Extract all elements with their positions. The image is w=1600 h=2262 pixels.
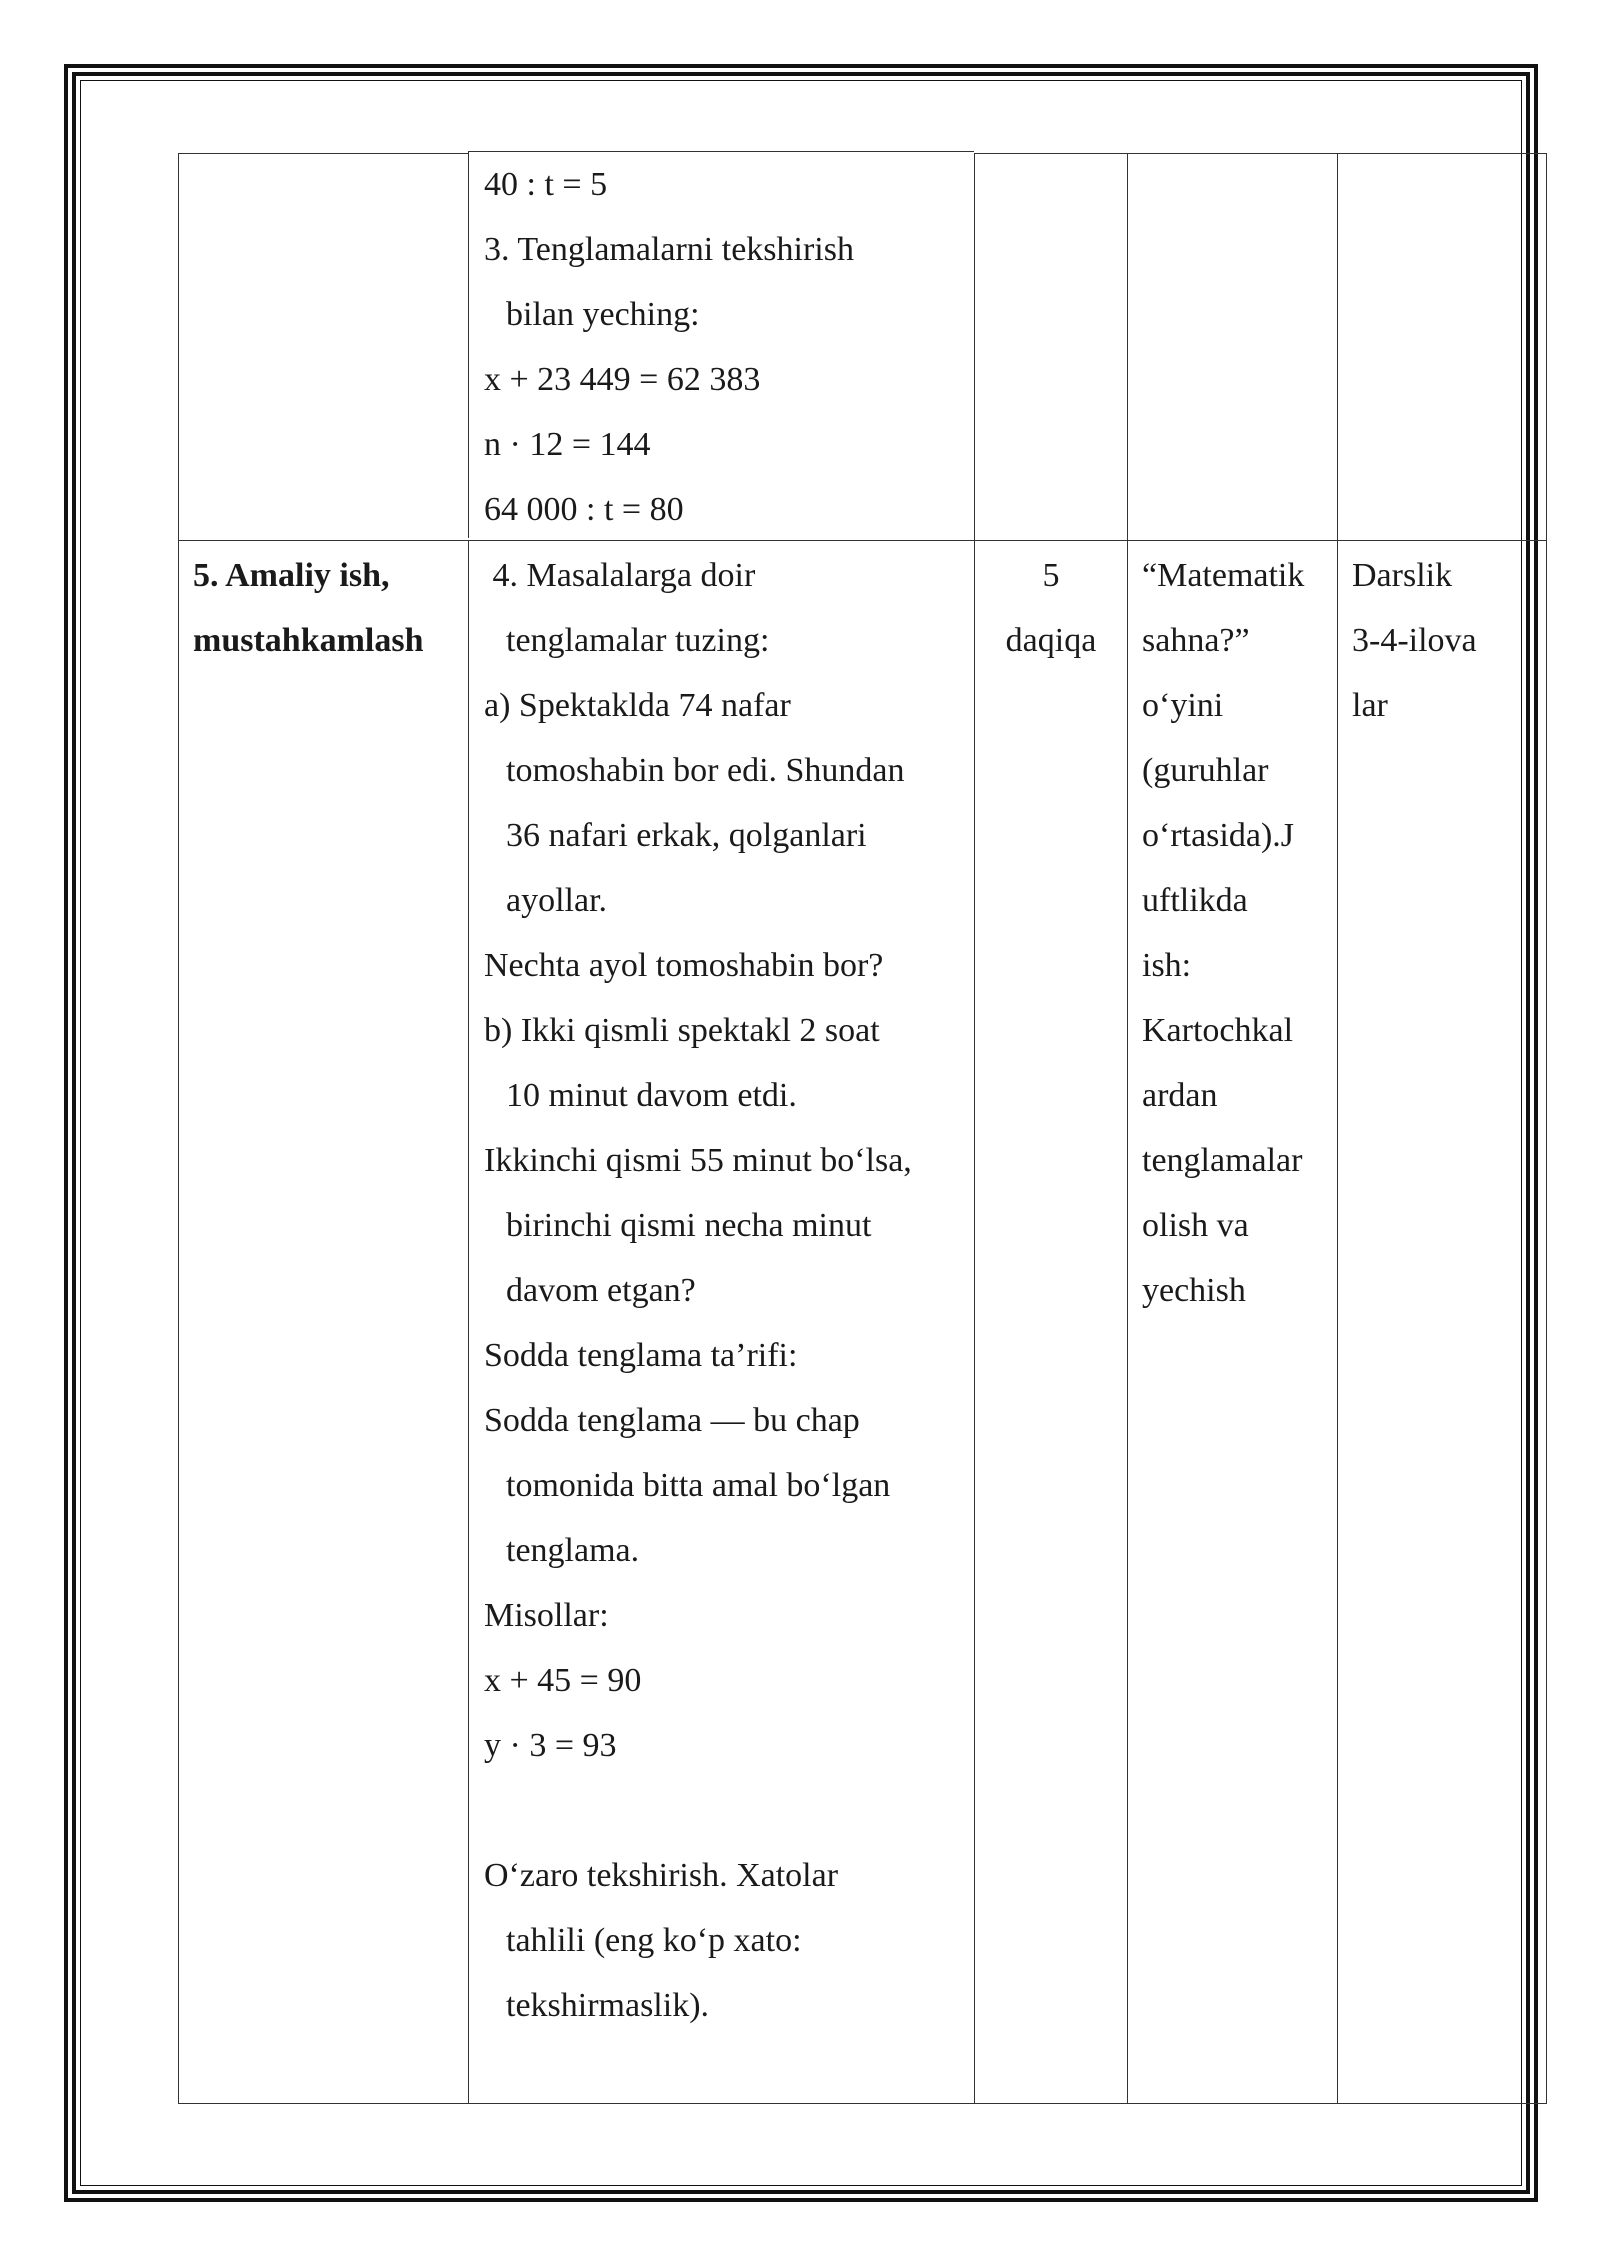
content-line: tenglamalar tuzing: <box>506 622 770 659</box>
method-line: (guruhlar <box>1142 752 1269 789</box>
stage-cell <box>178 540 468 2104</box>
content-line: tomoshabin bor edi. Shundan <box>506 752 905 789</box>
method-line: yechish <box>1142 1272 1246 1309</box>
blank-line <box>484 1778 966 1843</box>
content-line: Nechta ayol tomoshabin bor? <box>484 947 884 984</box>
content-line: ayollar. <box>506 882 608 919</box>
method-line: ish: <box>1142 947 1192 984</box>
content-cell <box>468 540 974 2104</box>
resource-cell <box>1337 153 1547 540</box>
content-line: 10 minut davom etdi. <box>506 1077 797 1114</box>
resource-line: lar <box>1352 687 1388 724</box>
content-line: 64 000 : t = 80 <box>484 491 684 528</box>
resource-line: Darslik <box>1352 557 1453 594</box>
method-line: Kartochkal <box>1142 1012 1294 1049</box>
content-line: b) Ikki qismli spektakl 2 soat <box>484 1012 880 1049</box>
method-line: tenglamalar <box>1142 1142 1303 1179</box>
content-line: 36 nafari erkak, qolganlari <box>506 817 867 854</box>
content-line: x + 45 = 90 <box>484 1662 642 1699</box>
table-row <box>178 540 1547 2104</box>
lesson-plan-table <box>178 153 1547 2104</box>
method-line: o‘rtasida).J <box>1142 817 1295 854</box>
stage-title: 5. Amaliy ish, <box>193 557 390 594</box>
method-line: uftlikda <box>1142 882 1248 919</box>
content-line: 40 : t = 5 <box>484 166 608 203</box>
content-line: Ikkinchi qismi 55 minut bo‘lsa, <box>484 1142 912 1179</box>
content-line: a) Spektaklda 74 nafar <box>484 687 791 724</box>
content-line: Misollar: <box>484 1597 609 1634</box>
content-line: n · 12 = 144 <box>484 426 651 463</box>
content-line: Sodda tenglama — bu chap <box>484 1402 860 1439</box>
content-line: tomonida bitta amal bo‘lgan <box>506 1467 891 1504</box>
table-row <box>178 153 1547 540</box>
method-cell <box>1127 153 1337 540</box>
time-value: 5 <box>1042 557 1060 594</box>
method-line: “Matematik <box>1142 557 1305 594</box>
content-line: 3. Tenglamalarni tekshirish <box>484 231 854 268</box>
stage-title: mustahkamlash <box>193 622 424 659</box>
method-line: ardan <box>1142 1077 1218 1114</box>
content-line: y · 3 = 93 <box>484 1727 617 1764</box>
content-line: Sodda tenglama ta’rifi: <box>484 1337 798 1374</box>
resource-cell <box>1337 540 1547 2104</box>
stage-cell <box>178 153 468 540</box>
content-cell <box>468 151 974 538</box>
method-cell <box>1127 540 1337 2104</box>
method-line: olish va <box>1142 1207 1249 1244</box>
content-line: 4. Masalalarga doir <box>484 557 756 594</box>
content-line: birinchi qismi necha minut <box>506 1207 872 1244</box>
content-line: x + 23 449 = 62 383 <box>484 361 761 398</box>
content-line: davom etgan? <box>506 1272 696 1309</box>
resource-line: 3-4-ilova <box>1352 622 1477 659</box>
content-line: O‘zaro tekshirish. Xatolar <box>484 1857 839 1894</box>
method-line: o‘yini <box>1142 687 1224 724</box>
time-cell <box>974 153 1127 540</box>
content-line: tenglama. <box>506 1532 640 1569</box>
content-line: tahlili (eng ko‘p xato: <box>506 1922 802 1959</box>
content-line: bilan yeching: <box>506 296 700 333</box>
time-cell <box>974 540 1127 2104</box>
time-unit: daqiqa <box>1005 622 1097 659</box>
method-line: sahna?” <box>1142 622 1250 659</box>
content-line: tekshirmaslik). <box>506 1987 710 2024</box>
